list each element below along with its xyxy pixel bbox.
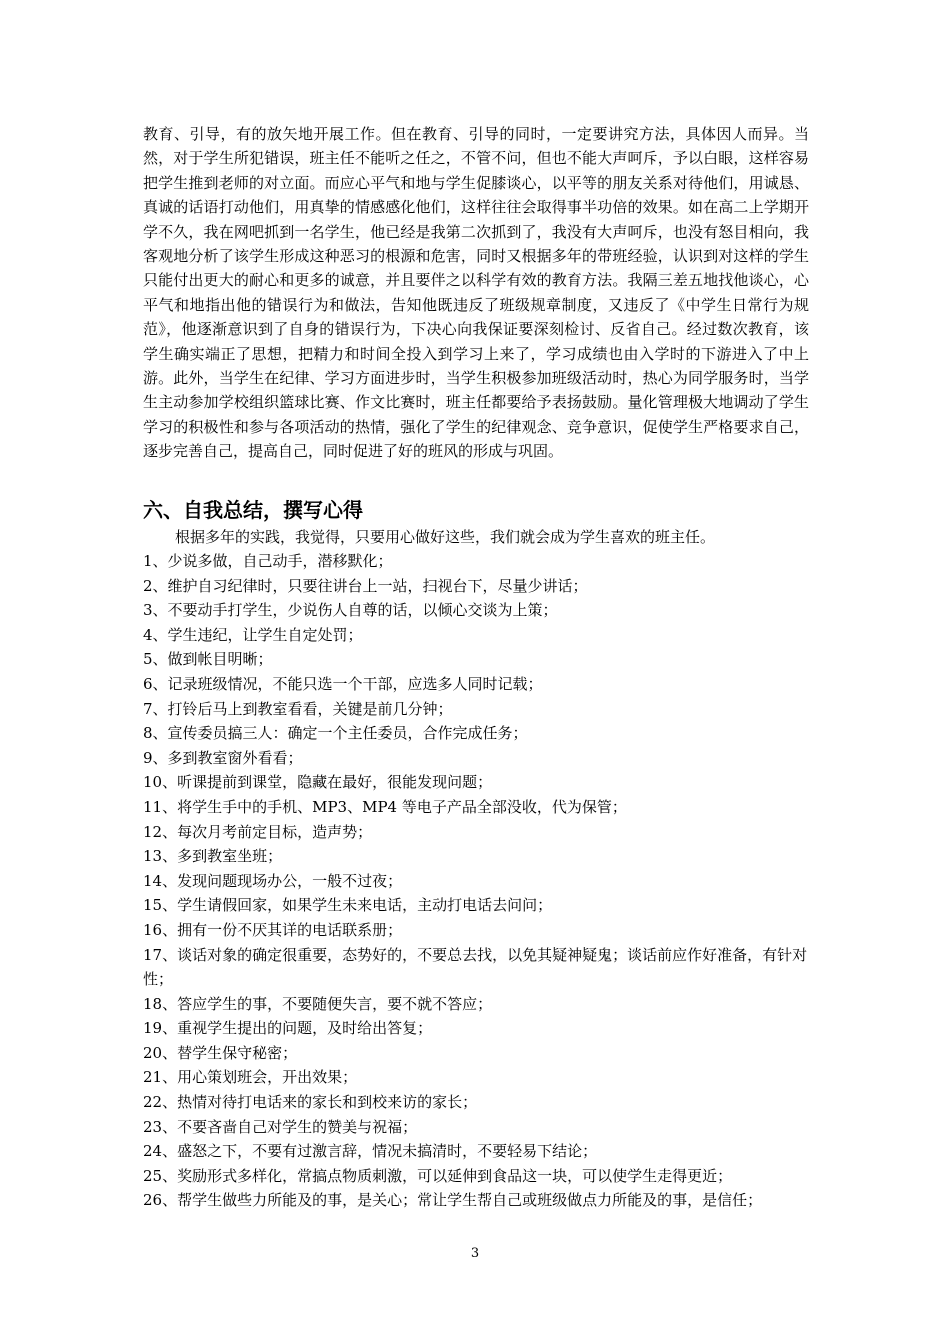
- list-item: 11、将学生手中的手机、MP3、MP4 等电子产品全部没收，代为保管；: [143, 797, 627, 816]
- list-item: 3、不要动手打学生，少说伤人自尊的话，以倾心交谈为上策；: [143, 601, 558, 620]
- list-item: 2、维护自习纪律时，只要往讲台上一站，扫视台下，尽量少讲话；: [143, 576, 588, 595]
- list-item: 1、少说多做，自己动手，潜移默化；: [143, 552, 393, 570]
- list-item: 5、做到帐目明晰；: [143, 650, 273, 669]
- list-item: 4、学生违纪，让学生自定处罚；: [143, 625, 363, 644]
- list-item: 10、听课提前到课堂，隐藏在最好，很能发现问题；: [143, 773, 493, 792]
- list-item: 9、多到教室窗外看看；: [143, 748, 303, 767]
- list-item: 16、拥有一份不厌其详的电话联系册；: [143, 920, 403, 939]
- section-heading: 六、自我总结，撰写心得: [143, 498, 363, 522]
- list-item: 6、记录班级情况，不能只选一个干部，应选多人同时记载；: [143, 674, 543, 693]
- list-item: 20、替学生保守秘密；: [143, 1043, 298, 1062]
- list-item: 26、帮学生做些力所能及的事，是关心；常让学生帮自己或班级做点力所能及的事，是信任；: [143, 1191, 763, 1210]
- list-item: 14、发现问题现场办公，一般不过夜；: [143, 871, 403, 890]
- list-item: 25、奖励形式多样化，常搞点物质刺激，可以延伸到食品这一块，可以使学生走得更近；: [143, 1166, 733, 1185]
- page-number: 3: [470, 1246, 480, 1261]
- list-item: 7、打铃后马上到教室看看，关键是前几分钟；: [143, 699, 453, 718]
- tips-list: [143, 549, 809, 1213]
- list-item: 22、热情对待打电话来的家长和到校来访的家长；: [143, 1093, 478, 1112]
- list-item: 17、谈话对象的确定很重要，态势好的，不要总去找，以免其疑神疑鬼；谈话前应作好准备，有针对性；: [143, 945, 808, 989]
- list-item: 12、每次月考前定目标，造声势；: [143, 822, 373, 841]
- list-item: 19、重视学生提出的问题，及时给出答复；: [143, 1019, 433, 1038]
- body-paragraph: 教育、引导，有的放矢地开展工作。但在教育、引导的同时，一定要讲究方法，具体因人而异。当然，对于学生所犯错误，班主任不能听之任之，不管不问，但也不能大声呵斥，予以白眼，这样容易把学生推到老师的对立面。而应心平气和地与学生促膝谈心，以平等的朋友关系对待他们，用诚恳、真诚的话语打动他们，用真挚的情感感化他们，这样往往会取得事半功倍的效果。如在高二上学期开学不久，我在网吧抓到一名学生，他已经是我第二次抓到了，我没有大声呵斥，也没有怒目相向，我客观地分析了该学生形成这种恶习的根源和危害，同时又根据多年的带班经验，认识到对这样的学生只能付出更大的耐心和更多的诚意，并且要伴之以科学有效的教育方法。我隔三差五地找他谈心，心平气和地指出他的错误行为和做法，告知他既违反了班级规章制度，又违反了《中学生日常行为规范》，他逐渐意识到了自身的错误行为，下决心向我保证要深刻检讨、反省自己。经过数次教育，该学生确实端正了思想，把精力和时间全投入到学习上来了，学习成绩也由入学时的下游进入了中上游。此外，当学生在纪律、学习方面进步时，当学生积极参加班级活动时，热心为同学服务时，当学生主动参加学校组织篮球比赛、作文比赛时，班主任都要给予表扬鼓励。量化管理极大地调动了学生学习的积极性和参与各项活动的热情，强化了学生的纪律观念、竞争意识，促使学生严格要求自己，逐步完善自己，提高自己，同时促进了好的班风的形成与巩固。: [143, 125, 809, 461]
- list-item: 24、盛怒之下，不要有过激言辞，情况未搞清时，不要轻易下结论；: [143, 1142, 598, 1161]
- list-item: 13、多到教室坐班；: [143, 847, 283, 866]
- list-item: 21、用心策划班会，开出效果；: [143, 1068, 358, 1087]
- list-item: 15、学生请假回家，如果学生未来电话，主动打电话去问问；: [143, 896, 553, 915]
- list-item: 18、答应学生的事，不要随便失言，要不就不答应；: [143, 994, 493, 1013]
- list-item: 23、不要吝啬自己对学生的赞美与祝福；: [143, 1117, 418, 1136]
- list-item: 8、宣传委员搞三人：确定一个主任委员，合作完成任务；: [143, 724, 528, 743]
- intro-line: 根据多年的实践，我觉得，只要用心做好这些，我们就会成为学生喜欢的班主任。: [175, 528, 716, 546]
